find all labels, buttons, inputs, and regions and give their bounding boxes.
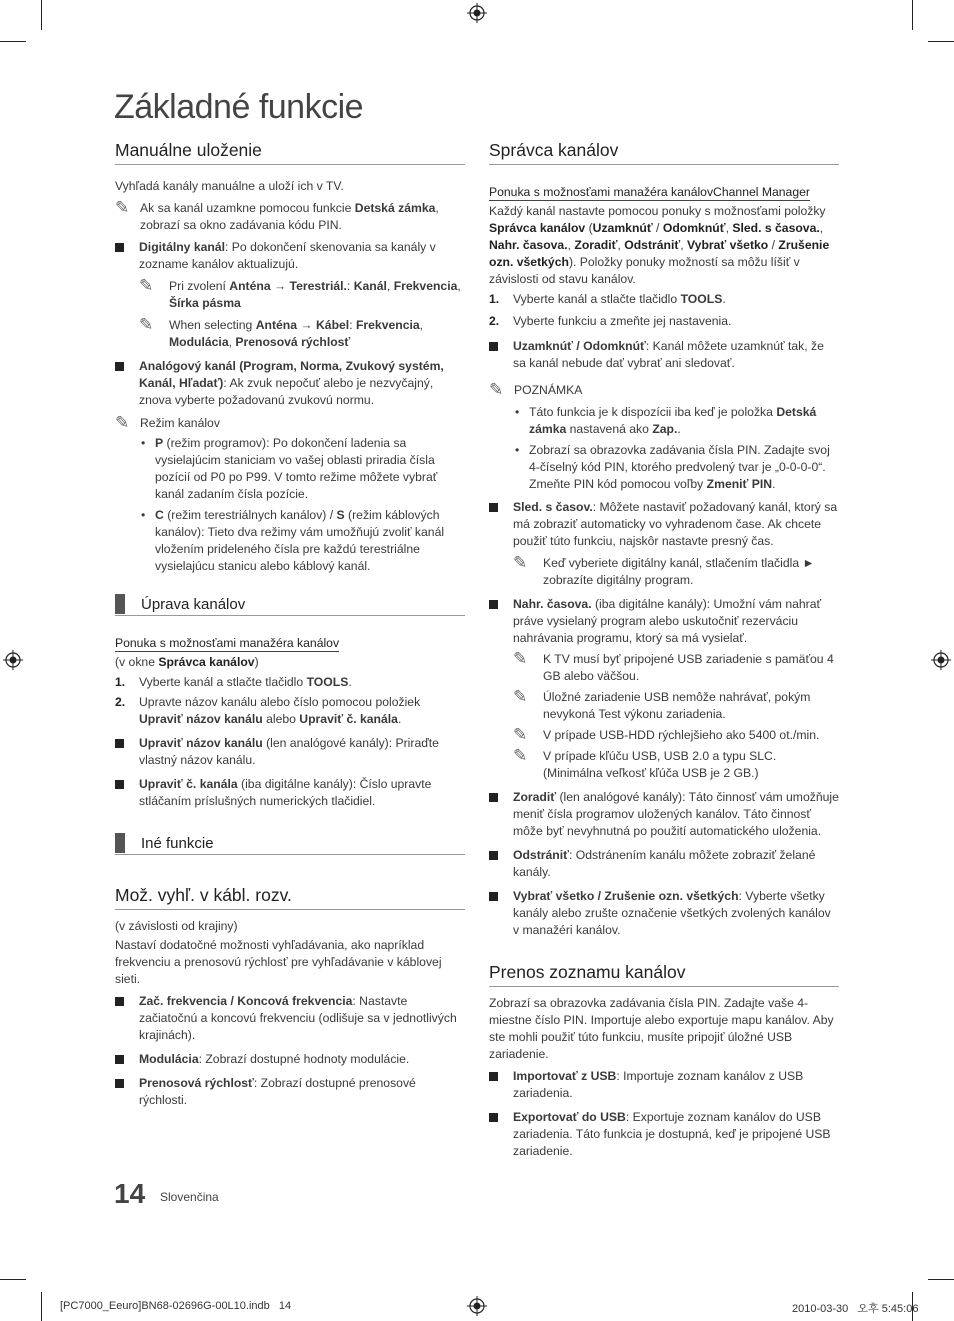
bullet-square-icon [115,780,124,789]
list-item-start-frequency: Zač. frekvencia / Koncová frekvencia: Nastavte začiatočnú a koncovú frekvenciu (odlišuje sa v jednotlivých krajinách). [115,993,465,1044]
bullet-dot-icon: • [141,508,146,522]
list-item-lock: Uzamknúť / Odomknúť: Kanál môžete uzamknúť tak, že sa kanál nebude dať vybrať ani sledovať. [489,338,839,372]
note: ✎ Režim kanálov [115,413,220,432]
section-heading-transfer: Prenos zoznamu kanálov [489,962,839,987]
bullet-square-icon [115,243,124,252]
bullet-square-icon [489,342,498,351]
note-label: ✎ POZNÁMKA [489,380,583,399]
list-item-timer-viewing: Sled. s časov.: Môžete nastaviť požadovaný kanál, ktorý sa má zobraziť automaticky vo vyhradenom čase. Ak chcete použiť túto funkciu, najskôr nastavte presný čas. ✎ Keď vyberiete digitálny kanál, stlačením tlačidla ► zobrazíte digitálny program. [489,499,839,589]
list-item-edit-number: Upraviť č. kanála (iba digitálne kanály): Číslo upravte stláčaním príslušných numerických tlačidiel. [115,776,465,810]
list-item-select-all: Vybrať všetko / Zrušenie ozn. všetkých: Vyberte všetky kanály alebo zrušte označenie všetkých zvolených kanálov v manažéri kanálov. [489,888,839,939]
note: ✎ K TV musí byť pripojené USB zariadenie s pamäťou 4 GB alebo väčšou. [513,649,834,683]
list-item-delete: Odstrániť: Odstránením kanálu môžete zobraziť želané kanály. [489,847,839,881]
bullet-square-icon [115,1079,124,1088]
bullet-square-icon [115,997,124,1006]
crop-mark [0,1279,26,1280]
note-pencil-icon: ✎ [489,380,504,399]
bullet-item: • Zobrazí sa obrazovka zadávania čísla PIN. Zadajte svoj 4-číselný kód PIN, ktorého predvolený tvar je „0-0-0-0“. Zmeňte PIN kód pomocou voľby Zmeniť PIN. [515,443,830,491]
menu-path: Ponuka s možnosťami manažéra kanálov [115,636,340,650]
note-pencil-icon: ✎ [513,687,528,706]
bullet-item: • P (režim programov): Po dokončení ladenia sa vysielajúcim staniciam vo vašej oblasti priradia čísla pozícií od P0 po P99. V tomto režime môžete vybrať kanál zadaním čísla pozície. [141,436,438,501]
bullet-dot-icon: • [515,405,520,419]
menu-path: Ponuka s možnosťami manažéra kanálovChannel Manager [489,185,810,199]
note-pencil-icon: ✎ [513,746,528,765]
list-item-import: Importovať z USB: Importuje zoznam kanálov z USB zariadenia. [489,1068,839,1102]
step-item: 1. Vyberte kanál a stlačte tlačidlo TOOLS. [489,292,726,306]
bullet-dot-icon: • [515,443,520,457]
step-item: 2. Upravte názov kanálu alebo číslo pomocou položiek Upraviť názov kanálu alebo Upraviť č. kanála. [115,695,421,726]
list-item-digital: Digitálny kanál: Po dokončení skenovania sa kanály v zozname kanálov aktualizujú. ✎ Pri zvolení Anténa → Terestriál.: Kanál, Frekvencia, Šírka pásma ✎ When selecting Anténa → Kábel: Frekvencia, Modulácia, Prenosová rýchlosť [115,239,465,351]
bullet-square-icon [115,1055,124,1064]
step-item: 1. Vyberte kanál a stlačte tlačidlo TOOLS. [115,675,352,689]
list-item-export: Exportovať do USB: Exportuje zoznam kanálov do USB zariadenia. Táto funkcia je dostupná, keď je pripojené USB zariadenie. [489,1109,839,1160]
list-item-analog: Analógový kanál (Program, Norma, Zvukový systém, Kanál, Hľadať): Ak zvuk nepočuť alebo je nezvyčajný, znova vyberte požadovanú zvukovú normu. [115,358,465,409]
bullet-item: • C (režim terestriálnych kanálov) / S (režim káblových kanálov): Tieto dva režimy vám umožňujú zvoliť kanál vložením prideleného čísla pre každú terestriálne vysielajúcu stanicu alebo káblový kanál. [141,508,445,573]
heading-bar [115,594,125,614]
heading-bar [115,833,125,853]
note: ✎ Ak sa kanál uzamkne pomocou funkcie Detská zámka, zobrazí sa okno zadávania kódu PIN. [115,198,439,232]
step-item: 2. Vyberte funkciu a zmeňte jej nastavenia. [489,314,732,328]
crop-mark [41,0,42,30]
note-pencil-icon: ✎ [513,553,528,572]
bullet-square-icon [489,503,498,512]
section-heading-manual: Manuálne uloženie [115,140,465,165]
registration-mark-icon [467,3,487,23]
registration-mark-icon [3,650,23,670]
registration-mark-icon [931,650,951,670]
note: ✎ Keď vyberiete digitálny kanál, stlačením tlačidla ► zobrazíte digitálny program. [513,553,815,587]
crop-mark [928,41,954,42]
note-pencil-icon: ✎ [139,315,154,334]
bullet-square-icon [489,892,498,901]
footer-date: 2010-03-30 오후 5:45:06 [792,1303,919,1315]
bullet-item: • Táto funkcia je k dispozícii iba keď je položka Detská zámka nastavená ako Zap.. [515,405,817,436]
note-pencil-icon: ✎ [115,413,130,432]
bullet-square-icon [489,600,498,609]
note-pencil-icon: ✎ [115,198,130,217]
crop-mark [0,41,26,42]
subsection-heading-edit: Úprava kanálov [115,593,465,616]
list-item-symbol-rate: Prenosová rýchlosť: Zobrazí dostupné prenosové rýchlosti. [115,1075,465,1109]
bullet-square-icon [489,851,498,860]
list-item-edit-name: Upraviť názov kanálu (len analógové kanály): Priraďte vlastný názov kanálu. [115,735,465,769]
manager-intro: Každý kanál nastavte pomocou ponuky s možnosťami položky Správca kanálov (Uzamknúť / Odomknúť, Sled. s časova., Nahr. časova., Zoradiť, Odstrániť, Vybrať všetko / Zrušenie ozn. všetkých). Položky ponuky možností sa môžu líšiť v závislosti od stavu kanálov. [489,204,830,286]
note-pencil-icon: ✎ [513,725,528,744]
list-item-timer-recording: Nahr. časova. (iba digitálne kanály): Umožní vám nahrať práve vysielaný program alebo uskutočniť rezerváciu nahrávania programu, ktorý sa má vysielať. ✎ K TV musí byť pripojené USB zariadenie s pamäťou 4 GB alebo väčšou. ✎ Úložné zariadenie USB nemôže nahrávať, pokým nevykoná Test výkonu zariadenia. ✎ V prípade USB-HDD rýchlejšieho ako 5400 ot./min. ✎ V prípade kľúču USB, USB 2.0 a typu SLC. (Minimálna veľkosť kľúča USB je 2 GB.) [489,596,839,782]
page-title: Základné funkcie [114,88,364,126]
note: ✎ When selecting Anténa → Kábel: Frekvencia, Modulácia, Prenosová rýchlosť [139,315,424,349]
region-note: (v závislosti od krajiny) [115,919,238,933]
section-heading-manager: Správca kanálov [489,140,839,165]
page-number: 14 [114,1178,146,1209]
window-note: (v okne Správca kanálov) [115,655,259,669]
note-pencil-icon: ✎ [513,649,528,668]
bullet-dot-icon: • [141,436,146,450]
right-column [489,140,839,1160]
subsection-heading-other: Iné funkcie [115,832,465,855]
cable-intro: Nastaví dodatočné možnosti vyhľadávania, ako napríklad frekvenciu a prenosovú rýchlosť pre vyhľadávanie v káblovej sieti. [115,938,442,986]
note: ✎ V prípade USB-HDD rýchlejšieho ako 5400 ot./min. [513,725,820,744]
note: ✎ Pri zvolení Anténa → Terestriál.: Kanál, Frekvencia, Šírka pásma [139,276,461,310]
bullet-square-icon [489,1113,498,1122]
bullet-square-icon [489,793,498,802]
bullet-square-icon [489,1072,498,1081]
list-item-modulation: Modulácia: Zobrazí dostupné hodnoty modulácie. [115,1051,465,1068]
note: ✎ Úložné zariadenie USB nemôže nahrávať, pokým nevykoná Test výkonu zariadenia. [513,687,811,721]
note-pencil-icon: ✎ [139,276,154,295]
crop-mark [41,1292,42,1321]
list-item-sort: Zoradiť (len analógové kanály): Táto činnosť vám umožňuje meniť čísla programov uložených kanálov. Táto činnosť môže byť nevyhnutná po použití automatického uloženia. [489,789,839,840]
bullet-square-icon [115,739,124,748]
crop-mark [928,1279,954,1280]
crop-mark [912,0,913,30]
section-heading-cable: Mož. vyhľ. v kábl. rozv. [115,885,465,910]
left-column [115,140,465,1109]
page-language: Slovenčina [160,1190,219,1204]
note: ✎ V prípade kľúču USB, USB 2.0 a typu SLC. (Minimálna veľkosť kľúča USB je 2 GB.) [513,746,777,780]
bullet-square-icon [115,362,124,371]
manual-intro: Vyhľadá kanály manuálne a uloží ich v TV. [115,179,344,193]
footer-file: [PC7000_Eeuro]BN68-02696G-00L10.indb 14 [60,1300,292,1312]
registration-mark-icon [467,1296,487,1316]
transfer-intro: Zobrazí sa obrazovka zadávania čísla PIN. Zadajte vaše 4-miestne číslo PIN. Importuje alebo exportuje mapu kanálov. Aby ste mohli použiť túto funkciu, musíte pripojiť úložné USB zariadenie. [489,996,834,1061]
